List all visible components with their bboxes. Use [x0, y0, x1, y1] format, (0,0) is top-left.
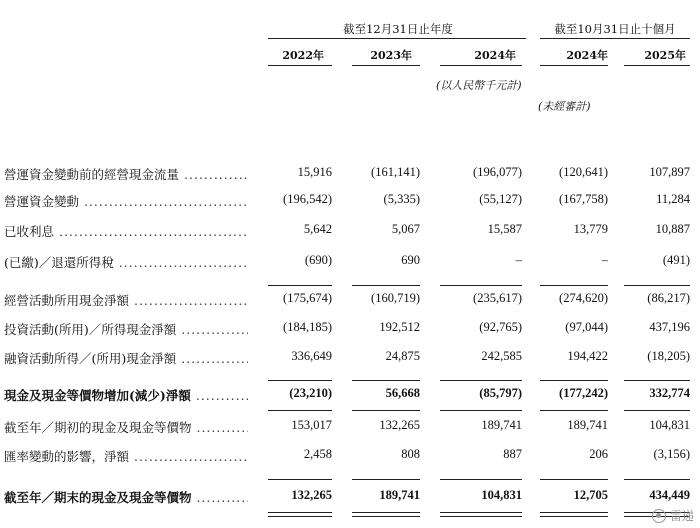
total-rule [624, 380, 690, 381]
table-cell: 189,741 [567, 418, 608, 432]
table-cell: (55,127) [479, 192, 522, 206]
table-cell: (160,719) [371, 291, 420, 305]
table-cell: 104,831 [649, 418, 690, 432]
table-cell: 12,705 [573, 488, 608, 502]
closing-rule [540, 479, 608, 480]
total-rule [440, 410, 522, 411]
table-cell: (235,617) [473, 291, 522, 305]
year-underline [540, 65, 608, 66]
table-cell: 107,897 [649, 165, 690, 179]
row-label: 匯率變動的影響，淨額 ..... [4, 447, 248, 465]
total-rule [268, 380, 332, 381]
subtotal-rule [352, 285, 420, 286]
group-header-ten-months: 截至10月31日止十個月 [554, 22, 676, 36]
closing-rule [440, 479, 522, 480]
row-label: 營運資金變動前的經營現金流量 ..... [4, 165, 248, 183]
unit-note: (以人民幣千元計) [436, 79, 522, 92]
table-cell: (690) [304, 253, 332, 267]
table-cell: (86,217) [647, 291, 690, 305]
subtotal-rule [624, 285, 690, 286]
table-cell: 194,422 [567, 349, 608, 363]
subtotal-rule [268, 285, 332, 286]
table-cell: 15,916 [297, 165, 332, 179]
table-cell: 132,265 [379, 418, 420, 432]
total-rule [352, 410, 420, 411]
watermark-text: 雷递 [669, 509, 694, 523]
total-rule [352, 380, 420, 381]
group-header-ten-months-rule [540, 38, 690, 39]
table-cell: 437,196 [649, 320, 690, 334]
unaudited-note: (未經審計) [538, 100, 591, 113]
table-cell: 434,449 [649, 488, 690, 502]
year-header: 2024年 [566, 49, 608, 62]
subtotal-rule [440, 285, 522, 286]
row-label: 截至年／期末的現金及現金等價物 ..... [4, 488, 248, 506]
closing-rule [352, 479, 420, 480]
table-cell: 242,585 [481, 349, 522, 363]
year-underline [624, 65, 690, 66]
row-label: (已繳)／退還所得稅 ..... [4, 253, 248, 271]
table-cell: (175,674) [283, 291, 332, 305]
table-cell: 808 [401, 447, 420, 461]
table-cell: (120,641) [559, 165, 608, 179]
table-cell: 11,284 [656, 192, 690, 206]
table-cell: (18,205) [647, 349, 690, 363]
double-underline [440, 512, 522, 517]
table-cell: 887 [503, 447, 522, 461]
table-cell: 132,265 [291, 488, 332, 502]
year-header: 2023年 [370, 49, 412, 62]
table-cell: (92,765) [479, 320, 522, 334]
row-label: 截至年／期初的現金及現金等價物 ..... [4, 418, 248, 436]
row-label: 融資活動所得／(所用)現金淨額 ..... [4, 349, 248, 367]
table-cell: (161,141) [371, 165, 420, 179]
group-header-years: 截至12月31日止年度 [343, 22, 453, 36]
total-rule [540, 380, 608, 381]
table-cell: (177,242) [559, 386, 608, 400]
table-cell: – [601, 253, 608, 267]
table-cell: (491) [662, 253, 690, 267]
year-header: 2022年 [282, 49, 324, 62]
table-cell: 24,875 [385, 349, 420, 363]
subtotal-rule [540, 285, 608, 286]
table-cell: 206 [589, 447, 608, 461]
table-cell: 5,642 [303, 222, 332, 236]
total-rule [540, 410, 608, 411]
table-cell: (167,758) [559, 192, 608, 206]
table-cell: 332,774 [649, 386, 690, 400]
closing-rule [268, 479, 332, 480]
row-label: 已收利息 ..... [4, 222, 248, 240]
row-label: 營運資金變動 ..... [4, 192, 248, 210]
year-underline [268, 65, 332, 66]
table-cell: 13,779 [573, 222, 608, 236]
year-underline [440, 65, 522, 66]
table-cell: (23,210) [289, 386, 332, 400]
table-cell: (85,797) [479, 386, 522, 400]
table-cell: (274,620) [559, 291, 608, 305]
double-underline [352, 512, 420, 517]
year-header: 2025年 [644, 49, 686, 62]
row-label: 經營活動所用現金淨額 ..... [4, 291, 248, 309]
year-header: 2024年 [474, 49, 516, 62]
table-cell: (97,044) [565, 320, 608, 334]
table-cell: 5,067 [391, 222, 420, 236]
watermark [652, 507, 694, 524]
table-cell: 189,741 [481, 418, 522, 432]
table-cell: 104,831 [481, 488, 522, 502]
table-cell: – [515, 253, 522, 267]
group-header-years-rule [268, 38, 526, 39]
table-cell: 192,512 [379, 320, 420, 334]
table-cell: (184,185) [283, 320, 332, 334]
table-cell: (5,335) [383, 192, 420, 206]
weibo-icon [652, 509, 666, 523]
double-underline [540, 512, 608, 517]
row-label: 現金及現金等價物增加(減少)淨額 ..... [4, 386, 248, 404]
table-cell: (196,077) [473, 165, 522, 179]
total-rule [440, 380, 522, 381]
double-underline [268, 512, 332, 517]
total-rule [268, 410, 332, 411]
table-cell: 153,017 [291, 418, 332, 432]
table-cell: 690 [401, 253, 420, 267]
year-underline [352, 65, 420, 66]
table-cell: 56,668 [385, 386, 420, 400]
table-cell: 15,587 [487, 222, 522, 236]
closing-rule [624, 479, 690, 480]
table-cell: (3,156) [653, 447, 690, 461]
table-cell: 336,649 [291, 349, 332, 363]
row-label: 投資活動(所用)／所得現金淨額 ..... [4, 320, 248, 338]
table-cell: 189,741 [379, 488, 420, 502]
table-cell: 2,458 [303, 447, 332, 461]
total-rule [624, 410, 690, 411]
table-cell: 10,887 [655, 222, 690, 236]
table-cell: (196,542) [283, 192, 332, 206]
